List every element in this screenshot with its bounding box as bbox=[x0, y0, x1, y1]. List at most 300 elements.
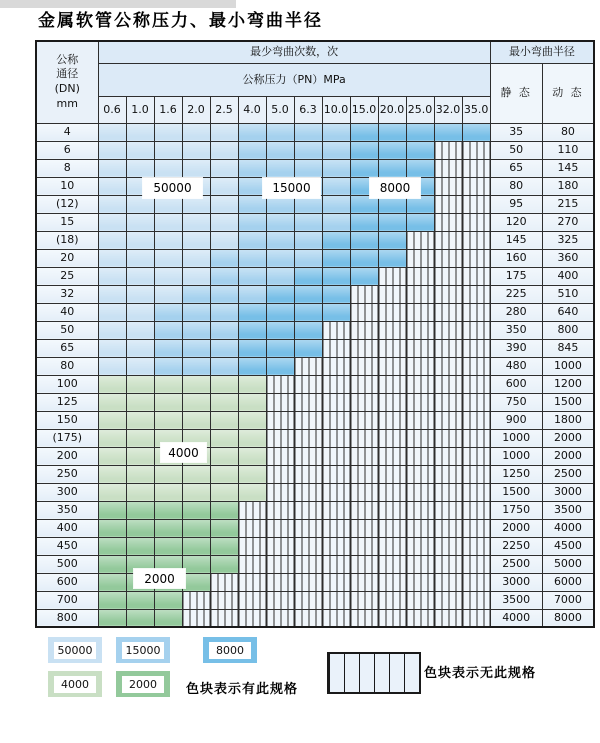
cycles-label-50000: 50000 bbox=[143, 178, 202, 198]
spec-cell-dn100-pn2.5 bbox=[210, 375, 238, 393]
no-spec-cell-dn400-pn20.0 bbox=[378, 519, 406, 537]
spec-cell-dn(175)-pn0.6 bbox=[98, 429, 126, 447]
no-spec-cell-dn32-pn15.0 bbox=[350, 285, 378, 303]
spec-cell-dn8-pn15.0 bbox=[350, 159, 378, 177]
spec-cell-dn450-pn2.5 bbox=[210, 537, 238, 555]
spec-cell-dn8-pn2.0 bbox=[182, 159, 210, 177]
spec-cell-dn32-pn2.0 bbox=[182, 285, 210, 303]
spec-cell-dn(18)-pn0.6 bbox=[98, 231, 126, 249]
spec-cell-dn(18)-pn1.0 bbox=[126, 231, 154, 249]
no-spec-cell-dn50-pn35.0 bbox=[462, 321, 490, 339]
spec-cell-dn6-pn2.5 bbox=[210, 141, 238, 159]
spec-cell-dn8-pn0.6 bbox=[98, 159, 126, 177]
no-spec-cell-dn700-pn15.0 bbox=[350, 591, 378, 609]
cycles-label-2000: 2000 bbox=[134, 569, 185, 588]
spec-cell-dn25-pn6.3 bbox=[294, 267, 322, 285]
dn-label: 10 bbox=[36, 177, 98, 195]
spec-cell-dn15-pn4.0 bbox=[238, 213, 266, 231]
dynamic-radius: 2000 bbox=[542, 447, 594, 465]
no-spec-cell-dn400-pn10.0 bbox=[322, 519, 350, 537]
spec-cell-dn350-pn1.6 bbox=[154, 501, 182, 519]
spec-cell-dn200-pn4.0 bbox=[238, 447, 266, 465]
spec-cell-dn6-pn1.0 bbox=[126, 141, 154, 159]
spec-cell-dn400-pn1.0 bbox=[126, 519, 154, 537]
no-spec-cell-dn65-pn20.0 bbox=[378, 339, 406, 357]
dynamic-radius: 510 bbox=[542, 285, 594, 303]
spec-cell-dn15-pn1.0 bbox=[126, 213, 154, 231]
no-spec-cell-dn65-pn35.0 bbox=[462, 339, 490, 357]
no-spec-cell-dn(18)-pn35.0 bbox=[462, 231, 490, 249]
table-row-dn-4 bbox=[36, 123, 594, 141]
static-radius: 2500 bbox=[490, 555, 542, 573]
no-spec-cell-dn6-pn35.0 bbox=[462, 141, 490, 159]
no-spec-cell-dn(12)-pn35.0 bbox=[462, 195, 490, 213]
no-spec-cell-dn500-pn15.0 bbox=[350, 555, 378, 573]
no-spec-cell-dn600-pn4.0 bbox=[238, 573, 266, 591]
no-spec-cell-dn350-pn15.0 bbox=[350, 501, 378, 519]
spec-cell-dn4-pn0.6 bbox=[98, 123, 126, 141]
no-spec-cell-dn250-pn15.0 bbox=[350, 465, 378, 483]
no-spec-cell-dn125-pn25.0 bbox=[406, 393, 434, 411]
no-spec-cell-dn300-pn20.0 bbox=[378, 483, 406, 501]
no-spec-cell-dn25-pn35.0 bbox=[462, 267, 490, 285]
spec-cell-dn8-pn1.6 bbox=[154, 159, 182, 177]
pressure-col-32.0: 32.0 bbox=[434, 96, 462, 123]
no-spec-cell-dn80-pn35.0 bbox=[462, 357, 490, 375]
static-radius: 4000 bbox=[490, 609, 542, 627]
no-spec-cell-dn500-pn20.0 bbox=[378, 555, 406, 573]
no-spec-cell-dn400-pn6.3 bbox=[294, 519, 322, 537]
spec-cell-dn200-pn2.5 bbox=[210, 447, 238, 465]
spec-cell-dn4-pn10.0 bbox=[322, 123, 350, 141]
dynamic-radius: 7000 bbox=[542, 591, 594, 609]
no-spec-cell-dn50-pn20.0 bbox=[378, 321, 406, 339]
no-spec-cell-dn300-pn6.3 bbox=[294, 483, 322, 501]
table-row-dn-125 bbox=[36, 393, 594, 411]
spec-cell-dn50-pn1.6 bbox=[154, 321, 182, 339]
no-spec-cell-dn450-pn20.0 bbox=[378, 537, 406, 555]
spec-cell-dn700-pn1.6 bbox=[154, 591, 182, 609]
no-spec-cell-dn80-pn6.3 bbox=[294, 357, 322, 375]
no-spec-cell-dn(175)-pn20.0 bbox=[378, 429, 406, 447]
spec-cell-dn250-pn2.5 bbox=[210, 465, 238, 483]
spec-cell-dn8-pn4.0 bbox=[238, 159, 266, 177]
dn-label: 300 bbox=[36, 483, 98, 501]
spec-cell-dn65-pn2.5 bbox=[210, 339, 238, 357]
static-radius: 2250 bbox=[490, 537, 542, 555]
spec-cell-dn(18)-pn10.0 bbox=[322, 231, 350, 249]
dynamic-column-header: 动 态 bbox=[542, 63, 594, 123]
spec-cell-dn80-pn5.0 bbox=[266, 357, 294, 375]
spec-cell-dn500-pn2.5 bbox=[210, 555, 238, 573]
dynamic-radius: 3000 bbox=[542, 483, 594, 501]
no-spec-cell-dn20-pn35.0 bbox=[462, 249, 490, 267]
dynamic-radius: 80 bbox=[542, 123, 594, 141]
spec-cell-dn65-pn4.0 bbox=[238, 339, 266, 357]
dn-label: 8 bbox=[36, 159, 98, 177]
spec-cell-dn40-pn10.0 bbox=[322, 303, 350, 321]
no-spec-cell-dn100-pn6.3 bbox=[294, 375, 322, 393]
dn-label: 4 bbox=[36, 123, 98, 141]
dn-label: 350 bbox=[36, 501, 98, 519]
spec-cell-dn65-pn1.6 bbox=[154, 339, 182, 357]
spec-cell-dn4-pn6.3 bbox=[294, 123, 322, 141]
no-spec-cell-dn200-pn25.0 bbox=[406, 447, 434, 465]
no-spec-cell-dn450-pn6.3 bbox=[294, 537, 322, 555]
dynamic-radius: 4000 bbox=[542, 519, 594, 537]
no-spec-cell-dn50-pn32.0 bbox=[434, 321, 462, 339]
no-spec-cell-dn40-pn35.0 bbox=[462, 303, 490, 321]
spec-cell-dn450-pn2.0 bbox=[182, 537, 210, 555]
legend-has-spec-text: 色块表示有此规格 bbox=[186, 682, 299, 697]
no-spec-cell-dn65-pn25.0 bbox=[406, 339, 434, 357]
spec-cell-dn600-pn2.0 bbox=[182, 573, 210, 591]
no-spec-cell-dn300-pn35.0 bbox=[462, 483, 490, 501]
spec-cell-dn250-pn4.0 bbox=[238, 465, 266, 483]
no-spec-cell-dn125-pn5.0 bbox=[266, 393, 294, 411]
static-radius: 2000 bbox=[490, 519, 542, 537]
dynamic-radius: 1200 bbox=[542, 375, 594, 393]
dn-label: (12) bbox=[36, 195, 98, 213]
spec-cell-dn250-pn0.6 bbox=[98, 465, 126, 483]
spec-cell-dn350-pn2.5 bbox=[210, 501, 238, 519]
no-spec-cell-dn600-pn25.0 bbox=[406, 573, 434, 591]
spec-cell-dn40-pn5.0 bbox=[266, 303, 294, 321]
static-radius: 350 bbox=[490, 321, 542, 339]
no-spec-cell-dn(18)-pn32.0 bbox=[434, 231, 462, 249]
no-spec-cell-dn150-pn32.0 bbox=[434, 411, 462, 429]
dynamic-radius: 3500 bbox=[542, 501, 594, 519]
no-spec-cell-dn250-pn5.0 bbox=[266, 465, 294, 483]
no-spec-cell-dn300-pn5.0 bbox=[266, 483, 294, 501]
no-spec-cell-dn400-pn4.0 bbox=[238, 519, 266, 537]
no-spec-cell-dn700-pn5.0 bbox=[266, 591, 294, 609]
spec-cell-dn50-pn0.6 bbox=[98, 321, 126, 339]
legend-swatch-label: 15000 bbox=[122, 642, 164, 659]
spec-cell-dn4-pn4.0 bbox=[238, 123, 266, 141]
spec-cell-dn4-pn2.5 bbox=[210, 123, 238, 141]
pressure-col-2.0: 2.0 bbox=[182, 96, 210, 123]
no-spec-cell-dn500-pn25.0 bbox=[406, 555, 434, 573]
no-spec-cell-dn350-pn10.0 bbox=[322, 501, 350, 519]
no-spec-cell-dn40-pn32.0 bbox=[434, 303, 462, 321]
no-spec-cell-dn100-pn10.0 bbox=[322, 375, 350, 393]
spec-cell-dn6-pn5.0 bbox=[266, 141, 294, 159]
no-spec-cell-dn150-pn15.0 bbox=[350, 411, 378, 429]
spec-cell-dn4-pn15.0 bbox=[350, 123, 378, 141]
spec-cell-dn32-pn5.0 bbox=[266, 285, 294, 303]
no-spec-cell-dn350-pn6.3 bbox=[294, 501, 322, 519]
pressure-col-1.6: 1.6 bbox=[154, 96, 182, 123]
dn-label: 250 bbox=[36, 465, 98, 483]
spec-cell-dn80-pn2.5 bbox=[210, 357, 238, 375]
spec-cell-dn6-pn10.0 bbox=[322, 141, 350, 159]
static-radius: 1750 bbox=[490, 501, 542, 519]
spec-cell-dn125-pn0.6 bbox=[98, 393, 126, 411]
static-radius: 280 bbox=[490, 303, 542, 321]
dynamic-radius: 2500 bbox=[542, 465, 594, 483]
spec-cell-dn125-pn4.0 bbox=[238, 393, 266, 411]
spec-cell-dn300-pn2.5 bbox=[210, 483, 238, 501]
no-spec-cell-dn32-pn25.0 bbox=[406, 285, 434, 303]
no-spec-cell-dn500-pn35.0 bbox=[462, 555, 490, 573]
no-spec-cell-dn500-pn5.0 bbox=[266, 555, 294, 573]
no-spec-cell-dn25-pn25.0 bbox=[406, 267, 434, 285]
spec-cell-dn32-pn2.5 bbox=[210, 285, 238, 303]
no-spec-cell-dn150-pn25.0 bbox=[406, 411, 434, 429]
dn-label: (175) bbox=[36, 429, 98, 447]
no-spec-cell-dn(175)-pn25.0 bbox=[406, 429, 434, 447]
spec-cell-dn250-pn1.0 bbox=[126, 465, 154, 483]
static-radius: 80 bbox=[490, 177, 542, 195]
spec-cell-dn200-pn1.0 bbox=[126, 447, 154, 465]
spec-cell-dn300-pn1.0 bbox=[126, 483, 154, 501]
static-column-header: 静 态 bbox=[490, 63, 542, 123]
no-spec-cell-dn32-pn20.0 bbox=[378, 285, 406, 303]
no-spec-cell-dn300-pn10.0 bbox=[322, 483, 350, 501]
no-spec-cell-dn40-pn15.0 bbox=[350, 303, 378, 321]
no-spec-cell-dn125-pn32.0 bbox=[434, 393, 462, 411]
legend-swatch-50000 bbox=[48, 637, 102, 663]
pressure-col-0.6: 0.6 bbox=[98, 96, 126, 123]
spec-cell-dn(12)-pn0.6 bbox=[98, 195, 126, 213]
no-spec-cell-dn200-pn6.3 bbox=[294, 447, 322, 465]
spec-cell-dn8-pn25.0 bbox=[406, 159, 434, 177]
pressure-col-35.0: 35.0 bbox=[462, 96, 490, 123]
no-spec-cell-dn200-pn32.0 bbox=[434, 447, 462, 465]
spec-cell-dn4-pn1.6 bbox=[154, 123, 182, 141]
spec-cell-dn20-pn5.0 bbox=[266, 249, 294, 267]
dn-label: 700 bbox=[36, 591, 98, 609]
no-spec-cell-dn350-pn4.0 bbox=[238, 501, 266, 519]
page-title: 金属软管公称压力、最小弯曲半径 bbox=[38, 11, 323, 31]
spec-cell-dn8-pn2.5 bbox=[210, 159, 238, 177]
no-spec-cell-dn10-pn35.0 bbox=[462, 177, 490, 195]
dn-label: 200 bbox=[36, 447, 98, 465]
spec-cell-dn80-pn4.0 bbox=[238, 357, 266, 375]
no-spec-cell-dn200-pn35.0 bbox=[462, 447, 490, 465]
legend bbox=[0, 623, 600, 743]
no-spec-cell-dn32-pn32.0 bbox=[434, 285, 462, 303]
no-spec-cell-dn600-pn6.3 bbox=[294, 573, 322, 591]
table-row-dn-100 bbox=[36, 375, 594, 393]
spec-cell-dn32-pn4.0 bbox=[238, 285, 266, 303]
dn-label: 6 bbox=[36, 141, 98, 159]
no-spec-cell-dn350-pn5.0 bbox=[266, 501, 294, 519]
pressure-col-15.0: 15.0 bbox=[350, 96, 378, 123]
no-spec-cell-dn(175)-pn15.0 bbox=[350, 429, 378, 447]
dynamic-radius: 800 bbox=[542, 321, 594, 339]
no-spec-cell-dn100-pn15.0 bbox=[350, 375, 378, 393]
spec-cell-dn6-pn0.6 bbox=[98, 141, 126, 159]
static-radius: 50 bbox=[490, 141, 542, 159]
no-spec-cell-dn350-pn25.0 bbox=[406, 501, 434, 519]
spec-cell-dn10-pn2.5 bbox=[210, 177, 238, 195]
spec-cell-dn80-pn0.6 bbox=[98, 357, 126, 375]
spec-cell-dn100-pn2.0 bbox=[182, 375, 210, 393]
spec-cell-dn65-pn0.6 bbox=[98, 339, 126, 357]
no-spec-cell-dn400-pn32.0 bbox=[434, 519, 462, 537]
spec-cell-dn15-pn25.0 bbox=[406, 213, 434, 231]
no-spec-cell-dn200-pn20.0 bbox=[378, 447, 406, 465]
dn-label: 600 bbox=[36, 573, 98, 591]
dn-label: 450 bbox=[36, 537, 98, 555]
pressure-col-25.0: 25.0 bbox=[406, 96, 434, 123]
legend-swatch-label: 8000 bbox=[209, 642, 251, 659]
dn-label: 100 bbox=[36, 375, 98, 393]
static-radius: 65 bbox=[490, 159, 542, 177]
spec-cell-dn15-pn20.0 bbox=[378, 213, 406, 231]
dynamic-radius: 640 bbox=[542, 303, 594, 321]
spec-cell-dn4-pn2.0 bbox=[182, 123, 210, 141]
spec-cell-dn4-pn25.0 bbox=[406, 123, 434, 141]
no-spec-cell-dn300-pn15.0 bbox=[350, 483, 378, 501]
spec-cell-dn(18)-pn20.0 bbox=[378, 231, 406, 249]
no-spec-cell-dn700-pn10.0 bbox=[322, 591, 350, 609]
no-spec-cell-dn8-pn35.0 bbox=[462, 159, 490, 177]
spec-cell-dn8-pn6.3 bbox=[294, 159, 322, 177]
dynamic-radius: 180 bbox=[542, 177, 594, 195]
no-spec-cell-dn250-pn6.3 bbox=[294, 465, 322, 483]
dn-label: (18) bbox=[36, 231, 98, 249]
spec-cell-dn32-pn1.6 bbox=[154, 285, 182, 303]
spec-cell-dn65-pn6.3 bbox=[294, 339, 322, 357]
no-spec-cell-dn80-pn32.0 bbox=[434, 357, 462, 375]
table-row-dn-8 bbox=[36, 159, 594, 177]
dynamic-radius: 325 bbox=[542, 231, 594, 249]
no-spec-cell-dn200-pn10.0 bbox=[322, 447, 350, 465]
table-row-dn-200 bbox=[36, 447, 594, 465]
spec-cell-dn25-pn2.5 bbox=[210, 267, 238, 285]
no-spec-cell-dn80-pn10.0 bbox=[322, 357, 350, 375]
no-spec-cell-dn20-pn32.0 bbox=[434, 249, 462, 267]
spec-cell-dn400-pn2.5 bbox=[210, 519, 238, 537]
no-spec-cell-dn125-pn20.0 bbox=[378, 393, 406, 411]
spec-cell-dn40-pn1.0 bbox=[126, 303, 154, 321]
dynamic-radius: 270 bbox=[542, 213, 594, 231]
spec-cell-dn25-pn0.6 bbox=[98, 267, 126, 285]
no-spec-cell-dn700-pn4.0 bbox=[238, 591, 266, 609]
spec-cell-dn4-pn1.0 bbox=[126, 123, 154, 141]
no-spec-cell-dn400-pn15.0 bbox=[350, 519, 378, 537]
legend-no-spec-swatch bbox=[327, 652, 421, 694]
no-spec-cell-dn200-pn15.0 bbox=[350, 447, 378, 465]
no-spec-cell-dn700-pn2.5 bbox=[210, 591, 238, 609]
spec-cell-dn80-pn1.6 bbox=[154, 357, 182, 375]
table-row-dn-20 bbox=[36, 249, 594, 267]
no-spec-cell-dn400-pn25.0 bbox=[406, 519, 434, 537]
spec-cell-dn350-pn2.0 bbox=[182, 501, 210, 519]
spec-cell-dn150-pn1.6 bbox=[154, 411, 182, 429]
cycles-label-4000: 4000 bbox=[161, 443, 206, 462]
no-spec-cell-dn400-pn5.0 bbox=[266, 519, 294, 537]
dynamic-radius: 145 bbox=[542, 159, 594, 177]
spec-cell-dn32-pn0.6 bbox=[98, 285, 126, 303]
dynamic-radius: 1500 bbox=[542, 393, 594, 411]
spec-cell-dn200-pn0.6 bbox=[98, 447, 126, 465]
spec-cell-dn6-pn6.3 bbox=[294, 141, 322, 159]
no-spec-cell-dn350-pn32.0 bbox=[434, 501, 462, 519]
no-spec-cell-dn450-pn35.0 bbox=[462, 537, 490, 555]
no-spec-cell-dn450-pn15.0 bbox=[350, 537, 378, 555]
spec-cell-dn8-pn5.0 bbox=[266, 159, 294, 177]
no-spec-cell-dn250-pn20.0 bbox=[378, 465, 406, 483]
no-spec-cell-dn65-pn10.0 bbox=[322, 339, 350, 357]
dynamic-radius: 6000 bbox=[542, 573, 594, 591]
dn-label: 500 bbox=[36, 555, 98, 573]
no-spec-cell-dn25-pn20.0 bbox=[378, 267, 406, 285]
spec-cell-dn(175)-pn1.0 bbox=[126, 429, 154, 447]
spec-cell-dn600-pn0.6 bbox=[98, 573, 126, 591]
spec-cell-dn20-pn10.0 bbox=[322, 249, 350, 267]
static-radius: 750 bbox=[490, 393, 542, 411]
static-radius: 480 bbox=[490, 357, 542, 375]
no-spec-cell-dn40-pn25.0 bbox=[406, 303, 434, 321]
spec-cell-dn(18)-pn2.0 bbox=[182, 231, 210, 249]
no-spec-cell-dn150-pn20.0 bbox=[378, 411, 406, 429]
no-spec-cell-dn200-pn5.0 bbox=[266, 447, 294, 465]
spec-cell-dn4-pn32.0 bbox=[434, 123, 462, 141]
no-spec-cell-dn700-pn20.0 bbox=[378, 591, 406, 609]
dynamic-radius: 400 bbox=[542, 267, 594, 285]
spec-cell-dn15-pn10.0 bbox=[322, 213, 350, 231]
table-row-dn-350 bbox=[36, 501, 594, 519]
no-spec-cell-dn250-pn10.0 bbox=[322, 465, 350, 483]
spec-cell-dn32-pn6.3 bbox=[294, 285, 322, 303]
spec-cell-dn40-pn4.0 bbox=[238, 303, 266, 321]
spec-cell-dn300-pn1.6 bbox=[154, 483, 182, 501]
static-radius: 390 bbox=[490, 339, 542, 357]
table-row-dn-80 bbox=[36, 357, 594, 375]
spec-cell-dn8-pn10.0 bbox=[322, 159, 350, 177]
no-spec-cell-dn500-pn4.0 bbox=[238, 555, 266, 573]
spec-cell-dn450-pn1.0 bbox=[126, 537, 154, 555]
spec-cell-dn20-pn6.3 bbox=[294, 249, 322, 267]
table-row-dn-600 bbox=[36, 573, 594, 591]
no-spec-cell-dn50-pn10.0 bbox=[322, 321, 350, 339]
spec-cell-dn(12)-pn2.5 bbox=[210, 195, 238, 213]
spec-cell-dn4-pn35.0 bbox=[462, 123, 490, 141]
pressure-header: 公称压力（PN）MPa bbox=[98, 63, 490, 96]
no-spec-cell-dn32-pn35.0 bbox=[462, 285, 490, 303]
table-row-dn-40 bbox=[36, 303, 594, 321]
no-spec-cell-dn125-pn15.0 bbox=[350, 393, 378, 411]
legend-swatch-4000 bbox=[48, 671, 102, 697]
spec-cell-dn50-pn6.3 bbox=[294, 321, 322, 339]
dn-label: 80 bbox=[36, 357, 98, 375]
spec-cell-dn15-pn2.5 bbox=[210, 213, 238, 231]
no-spec-cell-dn150-pn5.0 bbox=[266, 411, 294, 429]
no-spec-cell-dn450-pn32.0 bbox=[434, 537, 462, 555]
dn-label: 150 bbox=[36, 411, 98, 429]
spec-cell-dn20-pn4.0 bbox=[238, 249, 266, 267]
no-spec-cell-dn100-pn5.0 bbox=[266, 375, 294, 393]
table-row-dn-15 bbox=[36, 213, 594, 231]
no-spec-cell-dn250-pn25.0 bbox=[406, 465, 434, 483]
no-spec-cell-dn80-pn25.0 bbox=[406, 357, 434, 375]
pressure-col-10.0: 10.0 bbox=[322, 96, 350, 123]
spec-cell-dn125-pn2.0 bbox=[182, 393, 210, 411]
no-spec-cell-dn350-pn20.0 bbox=[378, 501, 406, 519]
spec-cell-dn6-pn15.0 bbox=[350, 141, 378, 159]
spec-cell-dn15-pn6.3 bbox=[294, 213, 322, 231]
no-spec-cell-dn15-pn35.0 bbox=[462, 213, 490, 231]
no-spec-cell-dn65-pn15.0 bbox=[350, 339, 378, 357]
table-row-dn-65 bbox=[36, 339, 594, 357]
spec-cell-dn80-pn1.0 bbox=[126, 357, 154, 375]
spec-cell-dn15-pn1.6 bbox=[154, 213, 182, 231]
table-row-dn-50 bbox=[36, 321, 594, 339]
